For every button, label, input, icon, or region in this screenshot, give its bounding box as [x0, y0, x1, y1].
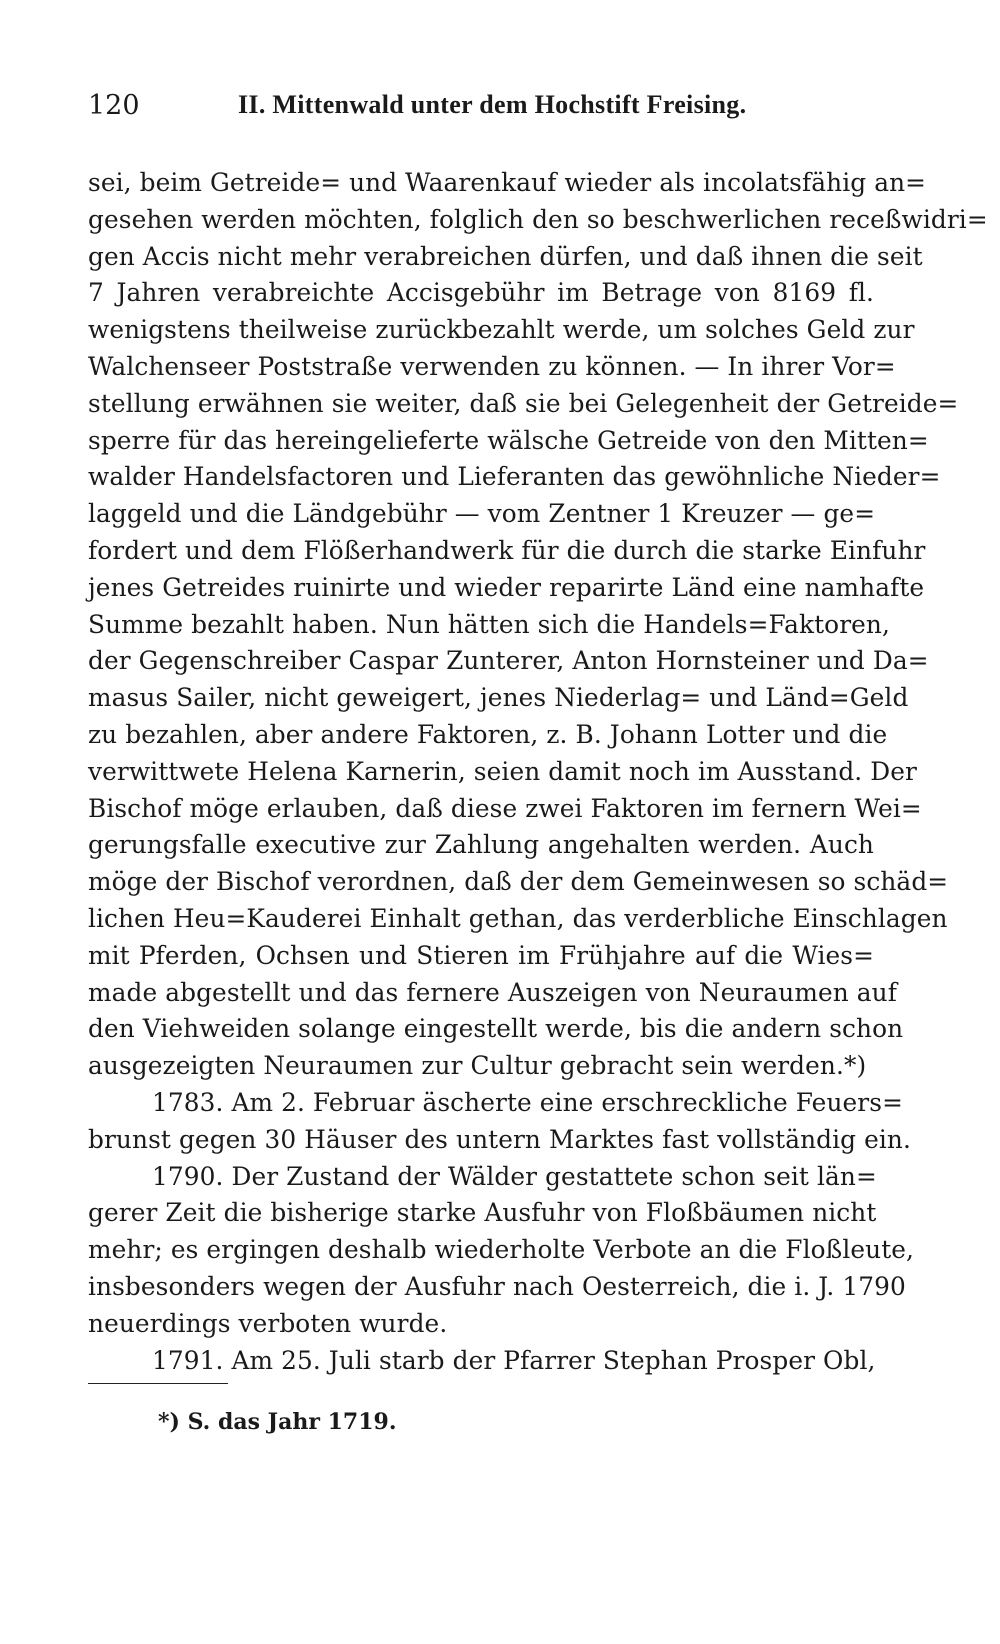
text-line: gerungsfalle executive zur Zahlung angehalten werden. Auch — [88, 830, 874, 860]
text-line: zu bezahlen, aber andere Faktoren, z. B. Johann Lotter und die — [88, 719, 888, 749]
text-line: den Viehweiden solange eingestellt werde, bis die andern schon — [88, 1014, 904, 1044]
text-line: Bischof möge erlauben, daß diese zwei Faktoren im fernern Wei= — [88, 793, 922, 823]
text-line: gerer Zeit die bisherige starke Ausfuhr von Floßbäumen nicht — [88, 1198, 877, 1228]
page-number: 120 — [88, 90, 140, 121]
text-line: mit Pferden, Ochsen und Stieren im Frühjahre auf die Wies= — [88, 940, 874, 970]
text-line: laggeld und die Ländgebühr — vom Zentner 1 Kreuzer — ge= — [88, 499, 876, 529]
text-line: gen Accis nicht mehr verabreichen dürfen, und daß ihnen die seit — [88, 241, 923, 271]
body-text — [88, 165, 988, 1379]
text-line: fordert und dem Flößerhandwerk für die durch die starke Einfuhr — [88, 535, 926, 565]
text-line: verwittwete Helena Karnerin, seien damit noch im Ausstand. Der — [88, 756, 917, 786]
text-line: neuerdings verboten wurde. — [88, 1308, 448, 1338]
text-line: made abgestellt und das fernere Auszeigen von Neuraumen auf — [88, 977, 898, 1007]
text-line: insbesonders wegen der Ausfuhr nach Oesterreich, die i. J. 1790 — [88, 1271, 906, 1301]
text-line: Walchenseer Poststraße verwenden zu können. — In ihrer Vor= — [88, 351, 896, 381]
text-line: lichen Heu=Kauderei Einhalt gethan, das verderbliche Einschlagen — [88, 903, 948, 933]
text-line: 1783. Am 2. Februar äscherte eine erschreckliche Feuers= — [152, 1087, 903, 1117]
text-line: mehr; es ergingen deshalb wiederholte Verbote an die Floßleute, — [88, 1235, 915, 1265]
text-line: sei, beim Getreide= und Waarenkauf wieder als incolatsfähig an= — [88, 168, 927, 197]
text-line: sperre für das hereingelieferte wälsche Getreide von den Mitten= — [88, 425, 929, 455]
text-line: masus Sailer, nicht geweigert, jenes Niederlag= und Länd=Geld — [88, 683, 909, 713]
text-line: Summe bezahlt haben. Nun hätten sich die Handels=Faktoren, — [88, 609, 890, 639]
text-line: 1791. Am 25. Juli starb der Pfarrer Stephan Prosper Obl, — [152, 1345, 876, 1375]
text-line: möge der Bischof verordnen, daß der dem Gemeinwesen so schäd= — [88, 867, 949, 897]
text-line: ausgezeigten Neuraumen zur Cultur gebracht sein werden.*) — [88, 1051, 867, 1081]
text-line: brunst gegen 30 Häuser des untern Marktes fast vollständig ein. — [88, 1124, 911, 1154]
text-line: walder Handelsfactoren und Lieferanten das gewöhnliche Nieder= — [88, 462, 941, 492]
page-header — [88, 86, 898, 126]
text-line: der Gegenschreiber Caspar Zunterer, Anton Hornsteiner und Da= — [88, 646, 929, 676]
text-line: gesehen werden möchten, folglich den so beschwerlichen receßwidri= — [88, 204, 988, 234]
text-line: 7 Jahren verabreichte Accisgebühr im Betrage von 8169 fl. — [88, 278, 874, 308]
text-line: jenes Getreides ruinirte und wieder reparirte Länd eine namhafte — [88, 572, 925, 602]
footnote: *) S. das Jahr 1719. — [158, 1409, 397, 1435]
text-line: wenigstens theilweise zurückbezahlt werde, um solches Geld zur — [88, 315, 915, 345]
footnote-rule — [88, 1383, 228, 1384]
text-line: 1790. Der Zustand der Wälder gestattete schon seit län= — [152, 1161, 877, 1191]
text-line: stellung erwähnen sie weiter, daß sie bei Gelegenheit der Getreide= — [88, 388, 959, 418]
running-title: II. Mittenwald unter dem Hochstift Freising. — [238, 90, 747, 119]
